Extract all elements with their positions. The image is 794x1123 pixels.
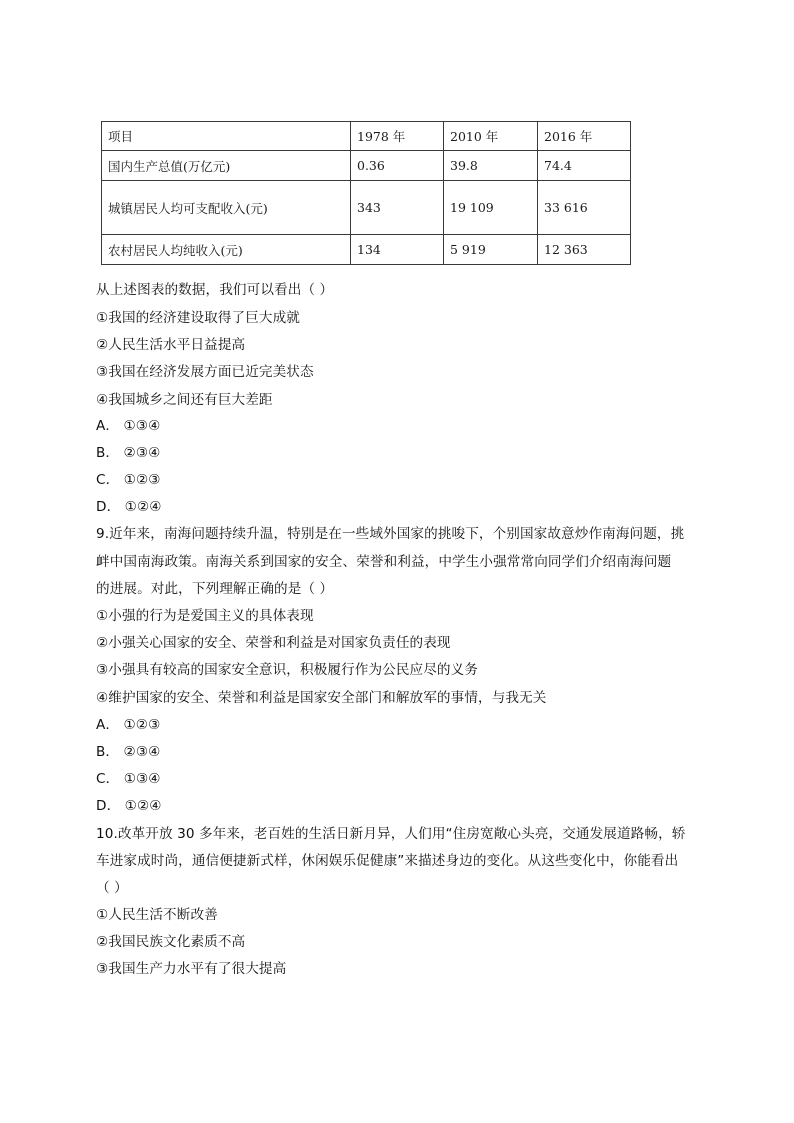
q9-option-d: D． ①②④	[96, 798, 162, 814]
table-cell: 39.8	[444, 151, 538, 181]
table-cell: 134	[351, 235, 444, 265]
table-header-cell: 2010 年	[444, 122, 538, 151]
q9-stem-line: 衅中国南海政策。南海关系到国家的安全、荣誉和利益，中学生小强常常向同学们介绍南海问题	[96, 554, 672, 570]
q10-statement: ②我国民族文化素质不高	[96, 934, 246, 950]
table-cell: 74.4	[538, 151, 631, 181]
table-cell: 国内生产总值(万亿元)	[102, 151, 351, 181]
q10-stem-line: （ ）	[96, 880, 128, 896]
q9-statement: ②小强关心国家的安全、荣誉和利益是对国家负责任的表现	[96, 635, 451, 651]
q10-stem-line: 车进家成时尚，通信便捷新式样，休闲娱乐促健康”来描述身边的变化。从这些变化中，你能看出	[96, 853, 679, 869]
q9-option-b: B． ②③④	[96, 744, 161, 760]
table-header-row	[102, 122, 631, 151]
q8-option-d: D． ①②④	[96, 499, 162, 515]
q8-option-a: A． ①③④	[96, 418, 161, 434]
q8-stem: 从上述图表的数据，我们可以看出（ ）	[96, 282, 334, 298]
q9-statement: ③小强具有较高的国家安全意识，积极履行作为公民应尽的义务	[96, 662, 479, 678]
table-row	[102, 151, 631, 181]
q8-statement: ③我国在经济发展方面已近完美状态	[96, 364, 314, 380]
q8-option-b: B． ②③④	[96, 445, 161, 461]
table-cell: 343	[351, 181, 444, 235]
q8-option-c: C． ①②③	[96, 472, 161, 488]
q9-option-a: A． ①②③	[96, 717, 161, 733]
q10-statement: ③我国生产力水平有了很大提高	[96, 961, 287, 977]
table-cell: 5 919	[444, 235, 538, 265]
table-cell: 19 109	[444, 181, 538, 235]
q9-statement: ①小强的行为是爱国主义的具体表现	[96, 608, 314, 624]
table-cell: 农村居民人均纯收入(元)	[102, 235, 351, 265]
q8-statement: ①我国的经济建设取得了巨大成就	[96, 310, 300, 326]
table-cell: 33 616	[538, 181, 631, 235]
table-row	[102, 181, 631, 235]
data-table	[101, 121, 631, 265]
q10-stem-line: 10.改革开放 30 多年来，老百姓的生活日新月异，人们用“住房宽敞心头亮，交通发展道路畅，轿	[96, 826, 686, 842]
q9-statement: ④维护国家的安全、荣誉和利益是国家安全部门和解放军的事情，与我无关	[96, 690, 547, 706]
table-header-cell: 项目	[102, 122, 351, 151]
q8-statement: ④我国城乡之间还有巨大差距	[96, 392, 273, 408]
table-header-cell: 2016 年	[538, 122, 631, 151]
q9-option-c: C． ①③④	[96, 771, 161, 787]
table-row	[102, 235, 631, 265]
table-cell: 12 363	[538, 235, 631, 265]
q8-statement: ②人民生活水平日益提高	[96, 337, 246, 353]
table-header-cell: 1978 年	[351, 122, 444, 151]
q9-stem-line: 的进展。对此，下列理解正确的是（ ）	[96, 581, 334, 597]
table-cell: 城镇居民人均可支配收入(元)	[102, 181, 351, 235]
table-cell: 0.36	[351, 151, 444, 181]
q10-statement: ①人民生活不断改善	[96, 907, 218, 923]
q9-stem-line: 9.近年来，南海问题持续升温，特别是在一些域外国家的挑唆下，个别国家故意炒作南海问题，挑	[96, 526, 685, 542]
